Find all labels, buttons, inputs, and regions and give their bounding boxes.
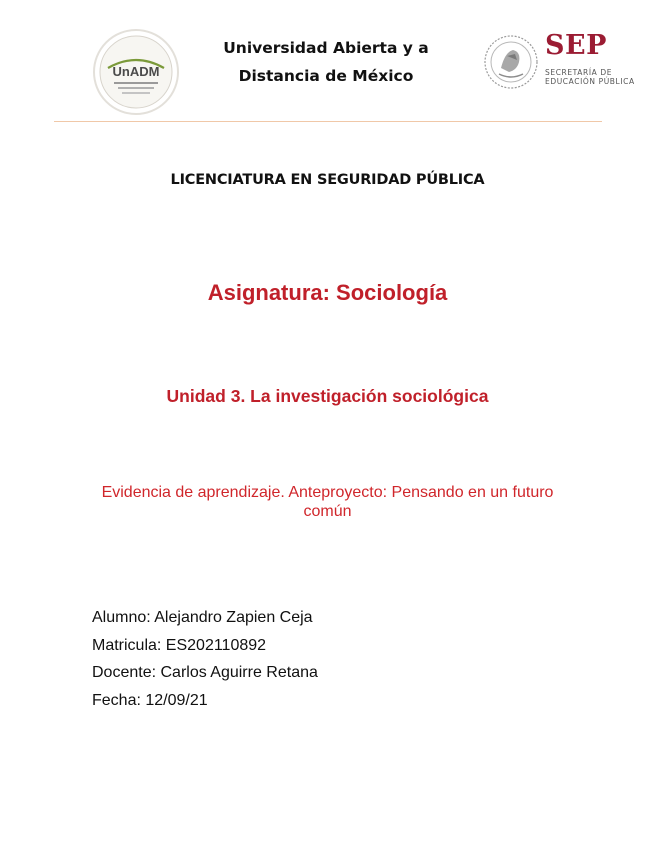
university-name bbox=[196, 34, 456, 90]
student-name: Alumno: Alejandro Zapien Ceja bbox=[92, 609, 313, 626]
unadm-logo-icon bbox=[92, 28, 180, 116]
student-info bbox=[92, 604, 318, 715]
university-name-line2: Distancia de México bbox=[238, 67, 414, 85]
header-divider bbox=[54, 121, 602, 122]
unadm-logo-text: UnADM bbox=[112, 64, 160, 79]
evidence-title: Evidencia de aprendizaje. Anteproyecto: Pensando en un futuro común bbox=[101, 484, 554, 520]
teacher-name: Docente: Carlos Aguirre Retana bbox=[92, 664, 318, 682]
student-matricula: Matricula: ES202110892 bbox=[92, 636, 267, 654]
sep-logo-subtitle-line1: SECRETARÍA DE bbox=[545, 68, 613, 77]
mexican-coat-of-arms-seal-icon bbox=[483, 34, 539, 90]
unit-title: Unidad 3. La investigación sociológica bbox=[166, 386, 489, 406]
university-name-line1: Universidad Abierta y a bbox=[223, 39, 429, 57]
submission-date: Fecha: 12/09/21 bbox=[92, 692, 208, 710]
program-title: LICENCIATURA EN SEGURIDAD PÚBLICA bbox=[170, 172, 485, 188]
sep-logo-subtitle-line2: EDUCACIÓN PÚBLICA bbox=[545, 77, 635, 86]
sep-logo-word: SEP bbox=[545, 30, 607, 61]
sep-logo bbox=[545, 32, 645, 92]
subject-title: Asignatura: Sociología bbox=[207, 280, 448, 305]
